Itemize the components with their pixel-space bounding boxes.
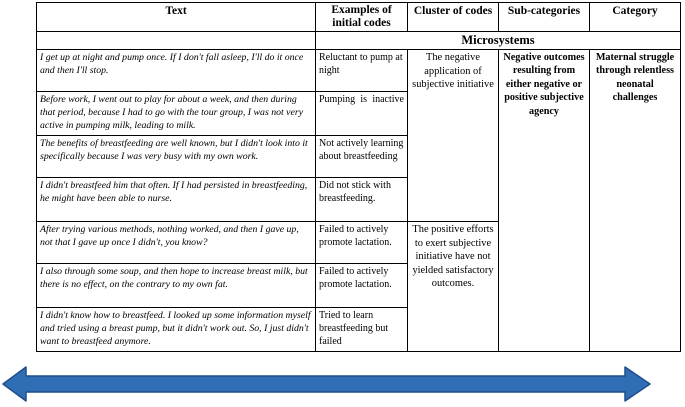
arrow-shape — [3, 367, 650, 401]
initial-code: Pumping is inactive — [316, 92, 408, 136]
section-row — [37, 32, 681, 50]
cluster-negative-initiative: The negative application of subjective initiative — [408, 50, 499, 222]
table-row — [37, 50, 681, 92]
section-spacer — [37, 32, 316, 50]
header-initial-codes: Examples of initial codes — [316, 3, 408, 32]
initial-code: Did not stick with breastfeeding. — [316, 178, 408, 222]
quote-text: Before work, I went out to play for about a week, and then during that period, because I had to go with the tour group, I was not very active in pumping milk, leading to milk. — [37, 92, 316, 136]
category-cell: Maternal struggle through relentless neonatal challenges — [590, 50, 681, 352]
header-row — [37, 3, 681, 32]
cluster-positive-efforts: The positive efforts to exert subjective initiative have not yielded satisfactory outcomes. — [408, 222, 499, 352]
quote-text: I didn't breastfeed him that often. If I had persisted in breastfeeding, he might have been able to nurse. — [37, 178, 316, 222]
initial-code: Not actively learning about breastfeeding — [316, 136, 408, 178]
initial-code: Tried to learn breastfeeding but failed — [316, 308, 408, 352]
header-text: Text — [37, 3, 316, 32]
section-microsystems: Microsystems — [316, 32, 681, 50]
quote-text: After trying various methods, nothing worked, and then I gave up, not that I gave up once I didn't, you know? — [37, 222, 316, 264]
initial-code: Failed to actively promote lactation. — [316, 222, 408, 264]
initial-code: Failed to actively promote lactation. — [316, 264, 408, 308]
header-category: Category — [590, 3, 681, 32]
double-headed-arrow — [0, 365, 685, 403]
header-cluster-of-codes: Cluster of codes — [408, 3, 499, 32]
header-sub-categories: Sub-categories — [499, 3, 590, 32]
sub-category-cell: Negative outcomes resulting from either negative or positive subjective agency — [499, 50, 590, 352]
initial-code: Reluctant to pump at night — [316, 50, 408, 92]
quote-text: I didn't know how to breastfeed. I looked up some information myself and tried using a breast pump, but it didn't work out. So, I just didn't want to breastfeed anymore. — [37, 308, 316, 352]
quote-text: I get up at night and pump once. If I don't fall asleep, I'll do it once and then I'll stop. — [37, 50, 316, 92]
quote-text: The benefits of breastfeeding are well known, but I didn't look into it specifically because I was very busy with my own work. — [37, 136, 316, 178]
quote-text: I also through some soup, and then hope to increase breast milk, but there is no effect, on the contrary to my own fat. — [37, 264, 316, 308]
coding-table — [36, 2, 681, 352]
